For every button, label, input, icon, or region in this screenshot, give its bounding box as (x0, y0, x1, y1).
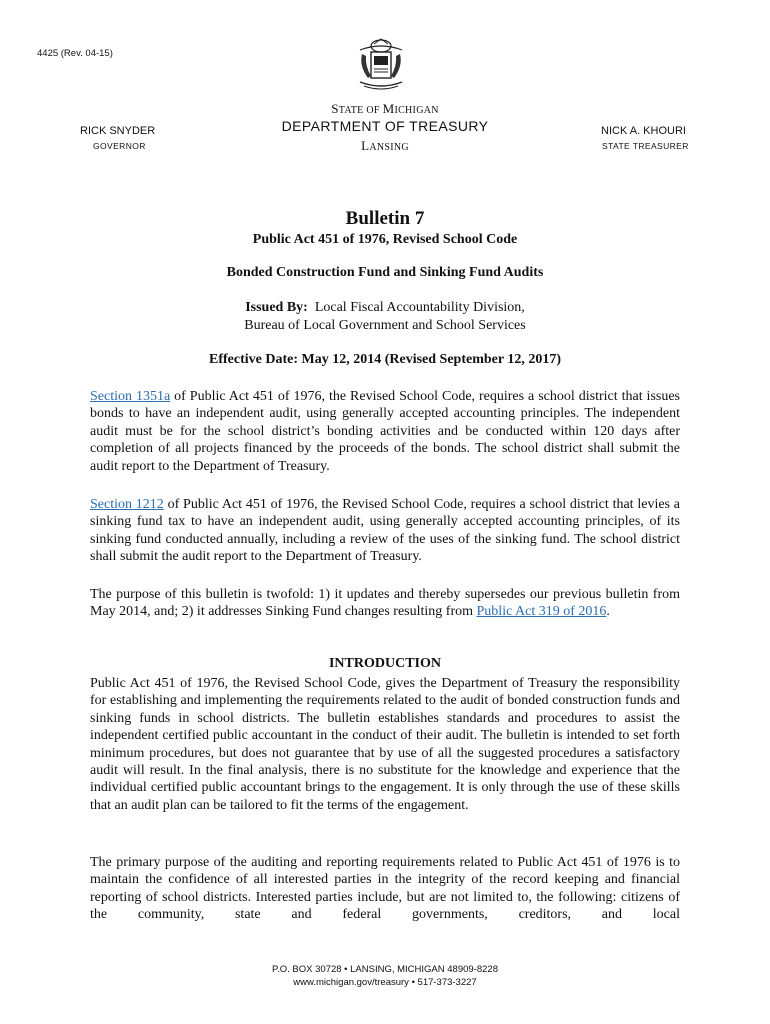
state-of-michigan-seal-icon (356, 36, 406, 92)
paragraph-end: . (606, 604, 610, 620)
governor-name: RICK SNYDER (80, 125, 156, 137)
paragraph-introduction: Public Act 451 of 1976, the Revised School Code, gives the Department of Treasury the responsibility for establishing and implementing the requirements related to the audit of bonded construction funds and sinking funds in school districts. The bulletin establishes standards and procedures to assist the independent certified public accountant in the conduct of their audit. The bulletin is intended to set forth minimum procedures, but does not guarantee that by use of all the suggested procedures a satisfactory audit will result. In the final analysis, there is no substitute for the knowledge and experience that the individual certified public accountant brings to the engagement. It is only through the use of these skills that an audit plan can be tailored to fit the terms of the engagement. (90, 676, 680, 813)
issued-by-label: Issued By: (245, 300, 308, 315)
paragraph-section-1212 (90, 496, 680, 566)
state-name: STATE OF MICHIGAN (331, 101, 439, 116)
issued-by-line (0, 300, 770, 316)
public-act-319-link[interactable]: Public Act 319 of 2016 (476, 604, 607, 620)
department-name: DEPARTMENT OF TREASURY (281, 118, 489, 134)
issued-by-division: Local Fiscal Accountability Division, (314, 300, 525, 315)
footer-address: P.O. BOX 30728 • LANSING, MICHIGAN 48909-8228 (272, 964, 498, 975)
bulletin-title: Bulletin 7 (345, 208, 425, 229)
paragraph-text: of Public Act 451 of 1976, the Revised School Code, requires a school district that levies a sinking fund tax to have an independent audit, using generally accepted accounting principles, of its sinking fund conducted annually, including a review of the uses of the sinking fund. The school district shall submit the audit report to the Department of Treasury. (90, 497, 681, 565)
effective-date: Effective Date: May 12, 2014 (Revised September 12, 2017) (209, 352, 561, 367)
paragraph-primary-purpose: The primary purpose of the auditing and reporting requirements related to Public Act 451 of 1976 is to maintain the confidence of all interested parties in the integrity of the record keeping and financial reporting of school districts. Interested parties include, but are not limited to, the following: citizens of the community, state and federal governments, creditors, and local (90, 855, 680, 923)
paragraph-section-1351a (90, 388, 680, 475)
city-name: LANSING (361, 138, 409, 153)
act-title: Public Act 451 of 1976, Revised School Code (252, 232, 518, 247)
form-number: 4425 (Rev. 04-15) (37, 48, 113, 59)
paragraph-purpose (90, 586, 680, 621)
section-1212-link[interactable]: Section 1212 (90, 497, 164, 512)
section-1351a-link[interactable]: Section 1351a (90, 389, 171, 404)
paragraph-text: of Public Act 451 of 1976, the Revised School Code, requires a school district that issues bonds to have an independent audit, using generally accepted accounting principles. The independent audit must be for the school district’s bonding activities and be conducted within 120 days after completion of all projects financed by the proceeds of the bonds. The school district shall submit the audit report to the Department of Treasury. (90, 389, 681, 474)
footer-contact: www.michigan.gov/treasury • 517-373-3227 (293, 977, 477, 988)
introduction-heading: INTRODUCTION (328, 656, 441, 671)
treasurer-name: NICK A. KHOURI (601, 125, 686, 137)
paragraph-text: The purpose of this bulletin is twofold: 1) it updates and thereby supersedes our previous bulletin from May 2014, and; 2) it addresses Sinking Fund changes resulting from (90, 587, 680, 620)
issued-by-bureau: Bureau of Local Government and School Services (244, 318, 526, 333)
treasurer-title: STATE TREASURER (602, 141, 689, 151)
governor-title: GOVERNOR (93, 141, 146, 151)
fund-title: Bonded Construction Fund and Sinking Fund Audits (226, 265, 544, 280)
